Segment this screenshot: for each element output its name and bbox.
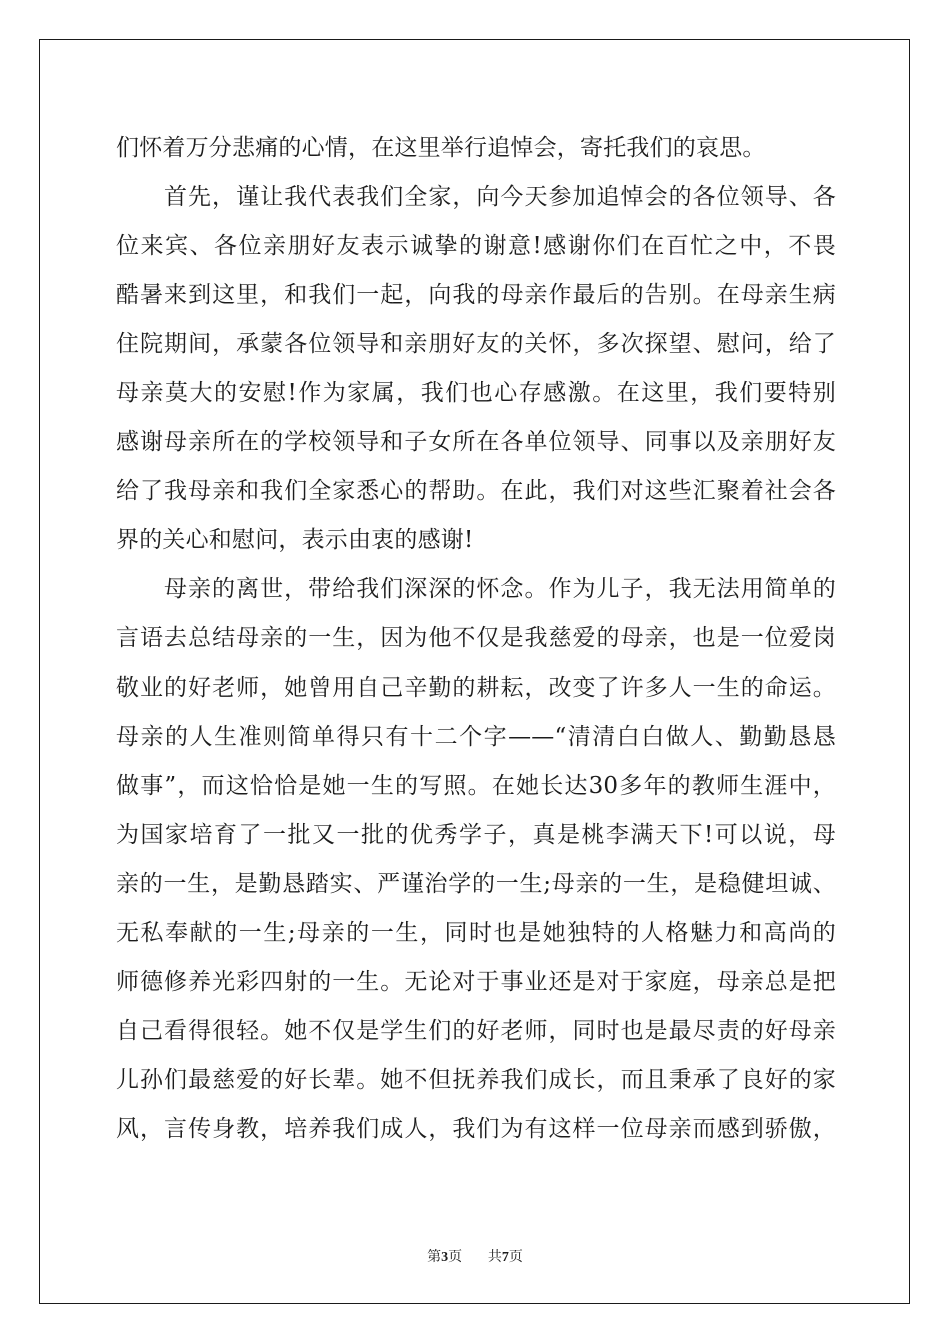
text-line: 首先，谨让我代表我们全家，向今天参加追悼会的各位领导、各 xyxy=(164,184,836,211)
text-line: 酷暑来到这里，和我们一起，向我的母亲作最后的告别。在母亲生病 xyxy=(116,282,836,309)
text-line: 做事”，而这恰恰是她一生的写照。在她长达30多年的教师生涯中， xyxy=(116,772,836,799)
text-line: 母亲的离世，带给我们深深的怀念。作为儿子，我无法用简单的 xyxy=(164,576,836,603)
text-line: 亲的一生，是勤恳踏实、严谨治学的一生;母亲的一生，是稳健坦诚、 xyxy=(116,870,836,897)
text-line: 母亲莫大的安慰!作为家属，我们也心存感激。在这里，我们要特别 xyxy=(116,380,836,407)
text-line: 界的关心和慰问，表示由衷的感谢! xyxy=(116,527,474,554)
document-body xyxy=(116,124,836,1154)
text-line: 风，言传身教，培养我们成人，我们为有这样一位母亲而感到骄傲， xyxy=(116,1115,836,1142)
text-line: 母亲的人生准则简单得只有十二个字——“清清白白做人、勤勤恳恳 xyxy=(116,723,836,750)
page-total: 7 xyxy=(501,1250,509,1265)
text-line: 自己看得很轻。她不仅是学生们的好老师，同时也是最尽责的好母亲 xyxy=(116,1017,836,1044)
page-total-label: 共7页 xyxy=(487,1249,523,1265)
page-current: 3 xyxy=(441,1250,449,1265)
text-line: 为国家培育了一批又一批的优秀学子，真是桃李满天下!可以说，母 xyxy=(116,821,836,848)
page-footer xyxy=(0,1246,950,1266)
text-line: 言语去总结母亲的一生，因为他不仅是我慈爱的母亲，也是一位爱岗 xyxy=(116,625,836,652)
page-number-label: 第3页 xyxy=(427,1249,463,1265)
text-line: 给了我母亲和我们全家悉心的帮助。在此，我们对这些汇聚着社会各 xyxy=(116,478,836,505)
text-line: 感谢母亲所在的学校领导和子女所在各单位领导、同事以及亲朋好友 xyxy=(116,429,836,456)
text-line: 敬业的好老师，她曾用自己辛勤的耕耘，改变了许多人一生的命运。 xyxy=(116,674,836,701)
text-line: 位来宾、各位亲朋好友表示诚挚的谢意!感谢你们在百忙之中，不畏 xyxy=(116,233,836,260)
text-line: 住院期间，承蒙各位领导和亲朋好友的关怀，多次探望、慰问，给了 xyxy=(116,331,836,358)
text-line: 儿孙们最慈爱的好长辈。她不但抚养我们成长，而且秉承了良好的家 xyxy=(116,1066,836,1093)
text-line: 无私奉献的一生;母亲的一生，同时也是她独特的人格魅力和高尚的 xyxy=(116,919,836,946)
text-line: 师德修养光彩四射的一生。无论对于事业还是对于家庭，母亲总是把 xyxy=(116,968,836,995)
text-line: 们怀着万分悲痛的心情，在这里举行追悼会，寄托我们的哀思。 xyxy=(116,135,766,161)
